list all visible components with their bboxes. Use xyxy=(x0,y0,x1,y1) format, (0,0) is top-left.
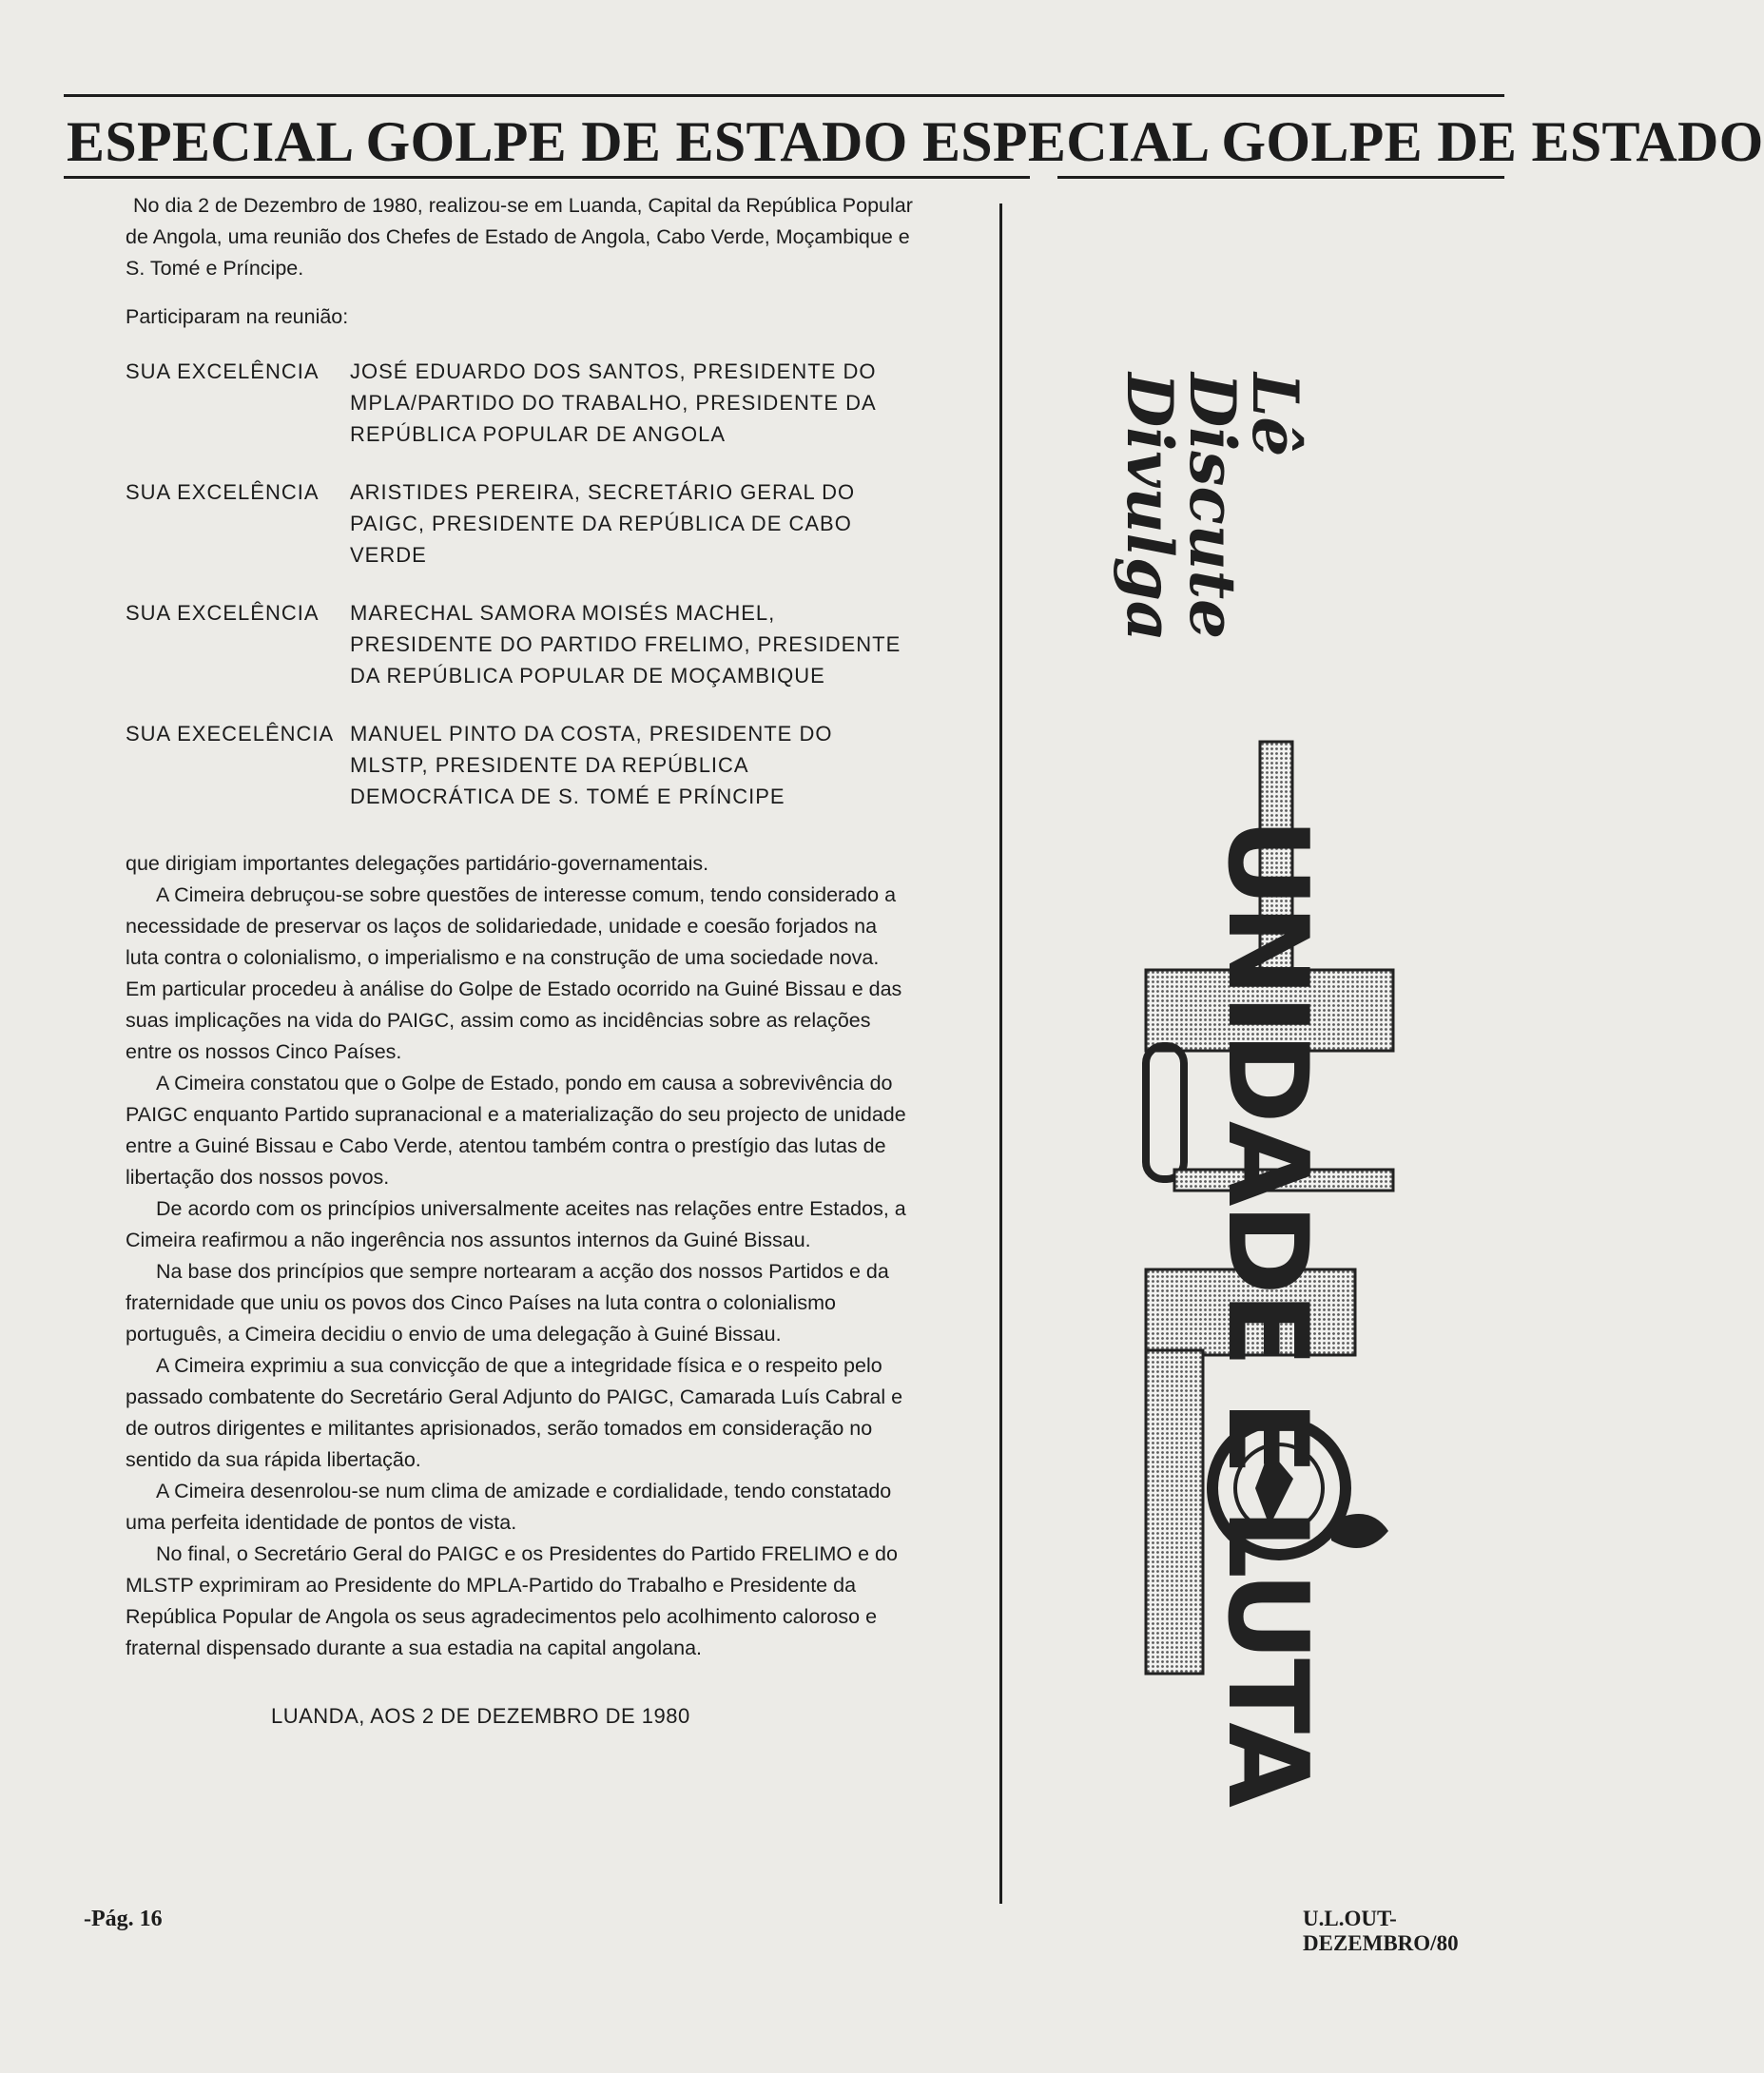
article-paragraph: Na base dos princípios que sempre nortearam a acção dos nossos Partidos e da fraternidade que uniu os povos dos Cinco Países na luta contra o colonialismo português, a Cimeira decidiu o envio de uma delegação à Guiné Bissau. xyxy=(126,1260,889,1346)
article-paragraph: A Cimeira constatou que o Golpe de Estado, pondo em causa a sobrevivência do PAIGC enquanto Partido supranacional e a materialização do seu projecto de unidade entre a Guiné Bissau e Cabo Verde, atentou também contra o prestígio das lutas de libertação dos nossos povos. xyxy=(126,1072,906,1189)
slogan xyxy=(1113,373,1312,642)
article-lead: que dirigiam importantes delegações partidário-governamentais. xyxy=(126,852,709,875)
column-divider xyxy=(999,203,1002,1904)
article-intro: No dia 2 de Dezembro de 1980, realizou-se em Luanda, Capital da República Popular de Angola, uma reunião dos Chefes de Estado de Angola, Cabo Verde, Moçambique e S. Tomé e Príncipe. xyxy=(126,194,913,280)
logo-outline xyxy=(1146,1046,1184,1179)
logo-bar xyxy=(1146,1350,1203,1674)
headline-rule-right xyxy=(1057,176,1504,179)
slogan-word: Lê xyxy=(1238,373,1312,457)
participant-title: SUA EXCELÊNCIA xyxy=(126,359,320,383)
article-paragraph: No final, o Secretário Geral do PAIGC e os Presidentes do Partido FRELIMO e do MLSTP exprimiram ao Presidente do MPLA-Partido do Trabalho e Presidente da República Popular de Angola os seus agradecimentos pelo acolhimento caloroso e fraternal dispensado durante a sua estadia na capital angolana. xyxy=(126,1542,898,1659)
article-signoff: LUANDA, AOS 2 DE DEZEMBRO DE 1980 xyxy=(271,1704,690,1728)
slogan-word: Divulga xyxy=(1113,373,1187,642)
participant-entry xyxy=(126,718,915,812)
participant-title: SUA EXCELÊNCIA xyxy=(126,601,320,625)
participants-label: Participaram na reunião: xyxy=(126,305,349,328)
page-number: -Pág. 16 xyxy=(84,1907,163,1931)
participant-entry xyxy=(126,476,915,571)
article-paragraph: A Cimeira debruçou-se sobre questões de interesse comum, tendo considerado a necessidade de preservar os laços de solidariedade, unidade e coesão forjados na luta contra o colonialismo, o imperialismo e na construção de uma sociedade nova. Em particular procedeu à análise do Golpe de Estado ocorrido na Guiné Bissau e das suas implicações na vida do PAIGC, assim como as incidências sobre as relações entre os nossos Cinco Países. xyxy=(126,883,902,1063)
emblem-flame xyxy=(1331,1514,1388,1548)
participant-text: MARECHAL SAMORA MOISÉS MACHEL, PRESIDENTE DO PARTIDO FRELIMO, PRESIDENTE DA REPÚBLICA POPULAR DE MOÇAMBIQUE xyxy=(350,601,901,688)
page-headline: ESPECIAL GOLPE DE ESTADO ESPECIAL GOLPE DE ESTADO xyxy=(67,110,1764,173)
article-paragraph: A Cimeira exprimiu a sua convicção de que a integridade física e o respeito pelo passado combatente do Secretário Geral Adjunto do PAIGC, Camarada Luís Cabral e de outros dirigentes e militantes aprisionados, serão tomados em consideração no sentido da sua rápida libertação. xyxy=(126,1354,903,1471)
headline-rule-left xyxy=(64,176,1030,179)
participant-text: ARISTIDES PEREIRA, SECRETÁRIO GERAL DO PAIGC, PRESIDENTE DA REPÚBLICA DE CABO VERDE xyxy=(350,480,856,567)
participant-title: SUA EXCELÊNCIA xyxy=(126,480,320,504)
participant-title: SUA EXECELÊNCIA xyxy=(126,722,335,746)
issue-label: U.L.OUT-DEZEMBRO/80 xyxy=(1303,1907,1459,1955)
participant-text: JOSÉ EDUARDO DOS SANTOS, PRESIDENTE DO MPLA/PARTIDO DO TRABALHO, PRESIDENTE DA REPÚBLICA POPULAR DE ANGOLA xyxy=(350,359,877,446)
article-column xyxy=(126,190,915,1732)
unidade-e-luta-logo xyxy=(1127,727,1403,1805)
article-paragraph: De acordo com os princípios universalmente aceites nas relações entre Estados, a Cimeira reafirmou a não ingerência nos assuntos internos da Guiné Bissau. xyxy=(126,1197,906,1251)
participant-text: MANUEL PINTO DA COSTA, PRESIDENTE DO MLSTP, PRESIDENTE DA REPÚBLICA DEMOCRÁTICA DE S. TOMÉ E PRÍNCIPE xyxy=(350,722,833,808)
participant-entry xyxy=(126,597,915,691)
participant-entry xyxy=(126,356,915,450)
slogan-word: Discute xyxy=(1175,373,1250,640)
top-rule xyxy=(64,94,1504,97)
article-paragraph: A Cimeira desenrolou-se num clima de amizade e cordialidade, tendo constatado uma perfeita identidade de pontos de vista. xyxy=(126,1480,892,1534)
logo-text: UNIDADE E LUTA xyxy=(1203,818,1331,1805)
